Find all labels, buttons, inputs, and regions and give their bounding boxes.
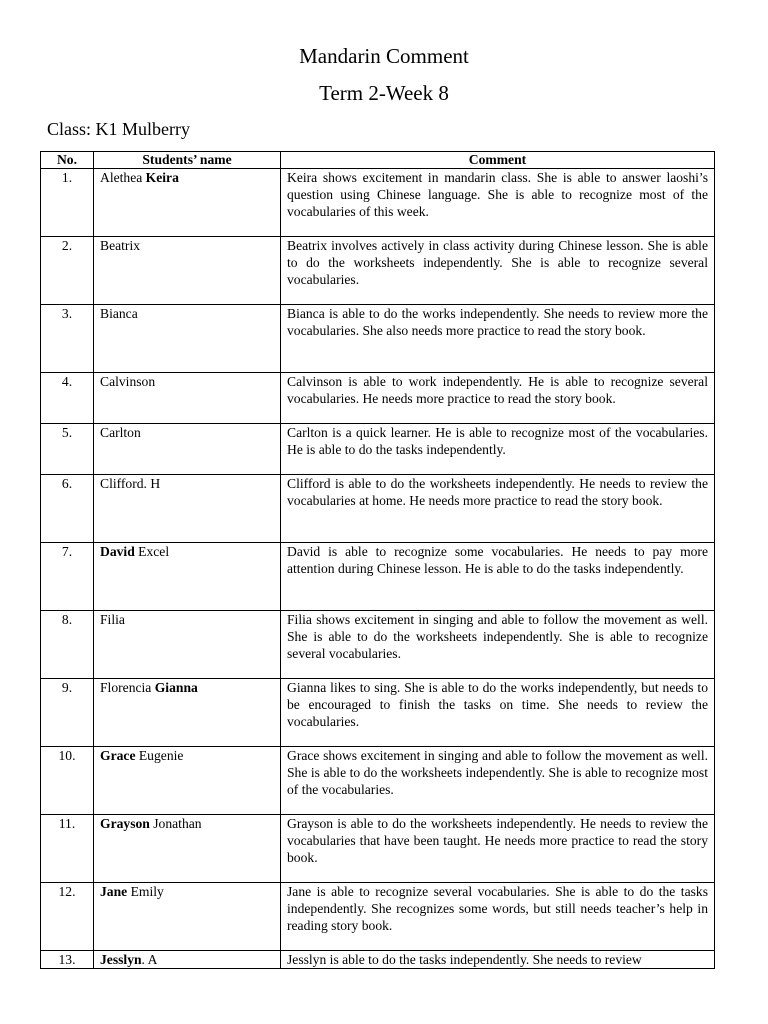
comment-text: Clifford is able to do the worksheets independently. He needs to review the vocabularies at home. He needs more practice to read the story book. (281, 475, 715, 543)
table-row (41, 305, 715, 373)
comment-text: Bianca is able to do the works independently. She needs to review more the vocabularies. She also needs more practice to read the story book. (281, 305, 715, 373)
comment-text: Gianna likes to sing. She is able to do the works independently, but needs to be encouraged to finish the tasks on time. She needs to review the vocabularies. (281, 679, 715, 747)
student-name: David Excel (94, 543, 281, 611)
comment-text: Filia shows excitement in singing and able to follow the movement as well. She is able to do the worksheets independently. She is able to recognize several vocabularies. (281, 611, 715, 679)
table-row (41, 169, 715, 237)
table-row (41, 747, 715, 815)
student-name: Grayson Jonathan (94, 815, 281, 883)
student-name: Clifford. H (94, 475, 281, 543)
row-number: 7. (41, 543, 94, 611)
table-row (41, 373, 715, 424)
comment-text: Calvinson is able to work independently. He is able to recognize several vocabularies. He needs more practice to read the story book. (281, 373, 715, 424)
header-students-name: Students’ name (94, 152, 281, 169)
comment-text: Keira shows excitement in mandarin class. She is able to answer laoshi’s question using Chinese language. She is able to recognize most of the vocabularies of this week. (281, 169, 715, 237)
comments-table (40, 151, 715, 969)
student-name: Florencia Gianna (94, 679, 281, 747)
student-name: Jane Emily (94, 883, 281, 951)
table-header-row (41, 152, 715, 169)
table-row (41, 543, 715, 611)
student-name: Jesslyn. A (94, 951, 281, 969)
comment-text: Grace shows excitement in singing and able to follow the movement as well. She is able to do the worksheets independently. She is able to recognize most of the vocabularies. (281, 747, 715, 815)
comment-text: Jane is able to recognize several vocabularies. She is able to do the tasks independently. She recognizes some words, but still needs teacher’s help in reading story book. (281, 883, 715, 951)
row-number: 6. (41, 475, 94, 543)
row-number: 10. (41, 747, 94, 815)
student-name: Beatrix (94, 237, 281, 305)
student-name: Grace Eugenie (94, 747, 281, 815)
table-row (41, 883, 715, 951)
comment-text: Grayson is able to do the worksheets independently. He needs to review the vocabularies that have been taught. He needs more practice to read the story book. (281, 815, 715, 883)
row-number: 1. (41, 169, 94, 237)
header-comment: Comment (281, 152, 715, 169)
row-number: 4. (41, 373, 94, 424)
document-subtitle: Term 2-Week 8 (319, 81, 449, 105)
row-number: 9. (41, 679, 94, 747)
row-number: 3. (41, 305, 94, 373)
table-row (41, 815, 715, 883)
class-label: Class: K1 Mulberry (47, 119, 190, 139)
row-number: 13. (41, 951, 94, 969)
comment-text: Carlton is a quick learner. He is able to recognize most of the vocabularies. He is able to do the tasks independently. (281, 424, 715, 475)
row-number: 12. (41, 883, 94, 951)
row-number: 8. (41, 611, 94, 679)
table-row (41, 424, 715, 475)
row-number: 2. (41, 237, 94, 305)
row-number: 11. (41, 815, 94, 883)
comment-text: David is able to recognize some vocabularies. He needs to pay more attention during Chinese lesson. He is able to do the tasks independently. (281, 543, 715, 611)
row-number: 5. (41, 424, 94, 475)
document-title: Mandarin Comment (299, 44, 469, 68)
header-no: No. (41, 152, 94, 169)
comment-text: Jesslyn is able to do the tasks independently. She needs to review (281, 951, 715, 969)
student-name: Bianca (94, 305, 281, 373)
table-row (41, 475, 715, 543)
student-name: Calvinson (94, 373, 281, 424)
comment-text: Beatrix involves actively in class activity during Chinese lesson. She is able to do the worksheets independently. She is able to recognize several vocabularies. (281, 237, 715, 305)
table-row (41, 951, 715, 969)
student-name: Alethea Keira (94, 169, 281, 237)
student-name: Carlton (94, 424, 281, 475)
table-row (41, 237, 715, 305)
table-row (41, 611, 715, 679)
student-name: Filia (94, 611, 281, 679)
table-row (41, 679, 715, 747)
